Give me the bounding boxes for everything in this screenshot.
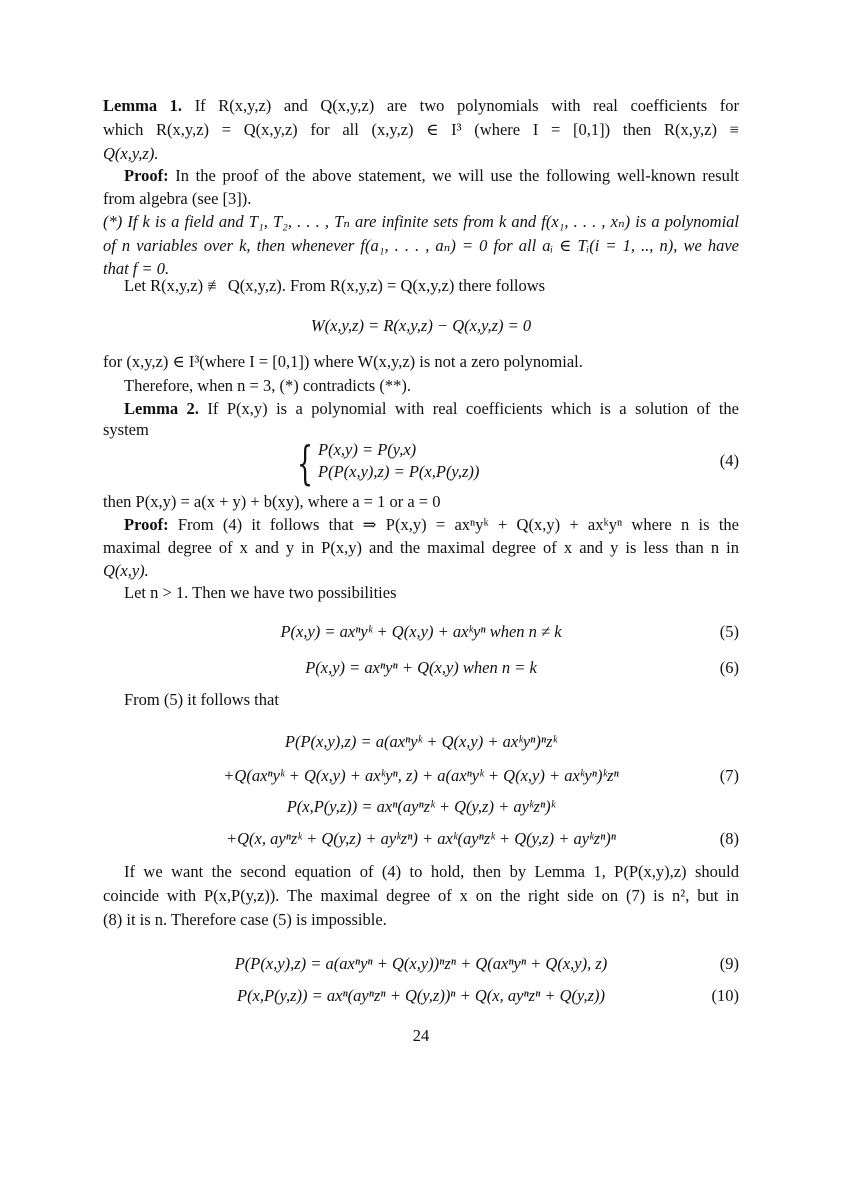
equation-7-line-2: +Q(axⁿyᵏ + Q(x,y) + axᵏyⁿ, z) + a(axⁿyᵏ + Q(x,y) + axᵏyⁿ)ᵏzⁿ [223,766,619,785]
proof1-label: Proof: [124,166,169,185]
theorem-star-line-2: of n variables over k, then whenever f(a₁, . . . , aₙ) = 0 for all aᵢ ∈ Tᵢ(i = 1, .., n), we have [103,236,739,255]
proof2-line-7: coincide with P(x,P(y,z)). The maximal degree of x on the right side on (7) is n², but in [103,886,739,905]
equation-w: W(x,y,z) = R(x,y,z) − Q(x,y,z) = 0 [310,316,532,335]
equation-9: P(P(x,y),z) = a(axⁿyⁿ + Q(x,y))ⁿzⁿ + Q(axⁿyⁿ + Q(x,y), z) [234,954,608,973]
lemma2-line-2: system [103,420,149,439]
proof2-line-3: Q(x,y). [103,561,149,580]
equation-10: P(x,P(y,z)) = axⁿ(ayⁿzⁿ + Q(y,z))ⁿ + Q(x, ayⁿzⁿ + Q(y,z)) [236,986,606,1005]
proof2-line-6: If we want the second equation of (4) to hold, then by Lemma 1, P(P(x,y),z) should [124,862,739,881]
lemma2-line-1 [124,399,739,419]
lemma1-line-3: Q(x,y,z). [103,144,159,163]
proof2-line-1 [124,515,739,535]
lemma1-line-1 [103,96,739,116]
equation-number-8: (8) [719,829,739,848]
proof2-line-2: maximal degree of x and y in P(x,y) and the maximal degree of x and y is less than n in [103,538,739,557]
equation-8-line-1: P(x,P(y,z)) = axⁿ(ayⁿzᵏ + Q(y,z) + ayᵏzⁿ)ᵏ [286,797,556,816]
lemma2-line-3: then P(x,y) = a(x + y) + b(xy), where a = 1 or a = 0 [103,492,441,511]
system-brace: { [297,436,314,490]
proof1-line-5: Therefore, when n = 3, (*) contradicts (**). [124,376,411,395]
proof2-line-8: (8) it is n. Therefore case (5) is impossible. [103,910,387,929]
proof1-line-4: for (x,y,z) ∈ I³(where I = [0,1]) where W(x,y,z) is not a zero polynomial. [103,352,583,371]
equation-number-9: (9) [719,954,739,973]
page-number: 24 [412,1026,430,1045]
proof1-line-2: from algebra (see [3]). [103,189,252,208]
proof2-line-4: Let n > 1. Then we have two possibilities [124,583,397,602]
proof1-line-3: Let R(x,y,z) ≢ Q(x,y,z). From R(x,y,z) = Q(x,y,z) there follows [124,276,546,295]
lemma1-label: Lemma 1. [103,96,183,115]
equation-number-4: (4) [719,451,739,470]
equation-number-6: (6) [719,658,739,677]
lemma2-text-1: If P(x,y) is a polynomial with real coefficients which is a solution of the [207,399,740,418]
proof2-text-1: From (4) it follows that ⇒ P(x,y) = axⁿyᵏ + Q(x,y) + axᵏyⁿ where n is the [177,515,739,534]
lemma2-label: Lemma 2. [124,399,199,418]
proof1-line-1 [124,166,739,186]
lemma1-line-2: which R(x,y,z) = Q(x,y,z) for all (x,y,z) ∈ I³ (where I = [0,1]) then R(x,y,z) ≡ [103,120,739,139]
system-equation-2: P(P(x,y),z) = P(x,P(y,z)) [318,462,480,481]
equation-6: P(x,y) = axⁿyⁿ + Q(x,y) when n = k [305,658,537,677]
proof2-label: Proof: [124,515,169,534]
equation-5: P(x,y) = axⁿyᵏ + Q(x,y) + axᵏyⁿ when n ≠ k [280,622,562,641]
theorem-star-line-3: that f = 0. [103,259,170,278]
equation-number-5: (5) [719,622,739,641]
equation-8-line-2: +Q(x, ayⁿzᵏ + Q(y,z) + ayᵏzⁿ) + axᵏ(ayⁿzᵏ + Q(y,z) + ayᵏzⁿ)ⁿ [226,829,616,848]
proof1-text-1: In the proof of the above statement, we will use the following well-known result [175,166,739,185]
equation-7-line-1: P(P(x,y),z) = a(axⁿyᵏ + Q(x,y) + axᵏyⁿ)ⁿzᵏ [284,732,558,751]
lemma1-text-1: If R(x,y,z) and Q(x,y,z) are two polynomials with real coefficients for [194,96,739,115]
equation-number-7: (7) [719,766,739,785]
theorem-star-line-1: (*) If k is a field and T₁, T₂, . . . , Tₙ are infinite sets from k and f(x₁, . . . , xₙ) is a polynomial [103,212,739,231]
system-equation-1: P(x,y) = P(y,x) [318,440,417,459]
equation-number-10: (10) [711,986,739,1005]
proof2-line-5: From (5) it follows that [124,690,279,709]
